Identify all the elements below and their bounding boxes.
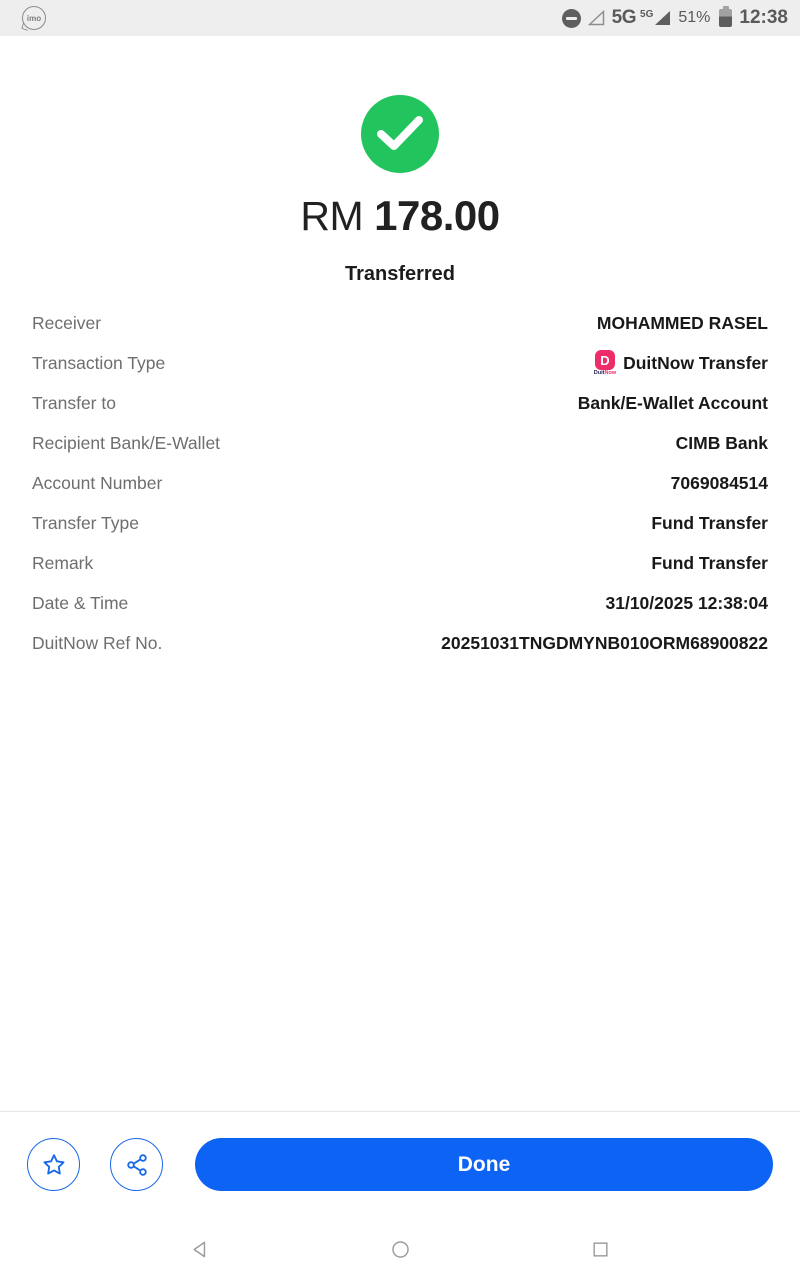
- amount-value: 178.00: [374, 192, 500, 239]
- detail-value: Fund Transfer: [651, 552, 768, 573]
- detail-value: DuitNow Transfer: [623, 352, 768, 373]
- detail-value: MOHAMMED RASEL: [596, 312, 768, 333]
- status-time: 12:38: [739, 7, 788, 28]
- back-icon: [191, 1240, 210, 1259]
- detail-row: [32, 423, 768, 463]
- duitnow-wordmark: DuitNow: [593, 370, 617, 376]
- detail-value: Bank/E-Wallet Account: [577, 392, 768, 413]
- action-bar: [0, 1111, 800, 1219]
- imo-app-icon: imo: [22, 6, 46, 30]
- do-not-disturb-icon: [562, 9, 581, 28]
- detail-label: Account Number: [32, 472, 163, 493]
- status-bar: [0, 0, 800, 36]
- detail-row: [32, 383, 768, 423]
- detail-label: Remark: [32, 552, 94, 573]
- detail-row: [32, 343, 768, 383]
- detail-row: [32, 463, 768, 503]
- success-check-icon: [361, 95, 439, 173]
- nav-back-button[interactable]: [100, 1240, 300, 1259]
- detail-label: DuitNow Ref No.: [32, 632, 163, 653]
- duitnow-logo-icon: [594, 350, 616, 376]
- detail-row: [32, 503, 768, 543]
- detail-value: CIMB Bank: [675, 432, 768, 453]
- detail-value: 7069084514: [670, 472, 768, 493]
- nav-recents-button[interactable]: [500, 1240, 700, 1259]
- nav-home-button[interactable]: [300, 1240, 500, 1259]
- battery-icon: [719, 9, 732, 27]
- android-nav-bar: [0, 1219, 800, 1280]
- detail-row: [32, 623, 768, 663]
- detail-row: [32, 303, 768, 343]
- done-button[interactable]: Done: [195, 1138, 773, 1191]
- detail-label: Transfer to: [32, 392, 116, 413]
- detail-value: 20251031TNGDMYNB010ORM68900822: [441, 632, 768, 653]
- transfer-status-label: Transferred: [344, 263, 456, 285]
- details-list: [32, 303, 768, 663]
- detail-value: Fund Transfer: [651, 512, 768, 533]
- detail-label: Date & Time: [32, 592, 129, 613]
- detail-label: Transfer Type: [32, 512, 139, 533]
- favorite-button[interactable]: [27, 1138, 80, 1191]
- recents-icon: [591, 1240, 610, 1259]
- detail-row: [32, 583, 768, 623]
- amount-currency: RM: [300, 193, 364, 239]
- network-type-label: 5G: [611, 7, 637, 28]
- share-button[interactable]: [110, 1138, 163, 1191]
- signal-empty-icon: [588, 10, 605, 26]
- home-icon: [391, 1240, 410, 1259]
- signal-filled-icon: [654, 10, 671, 26]
- duitnow-badge: D: [595, 350, 615, 370]
- detail-value: 31/10/2025 12:38:04: [605, 592, 768, 613]
- detail-label: Transaction Type: [32, 352, 166, 373]
- share-icon: [124, 1152, 150, 1178]
- detail-label: Receiver: [32, 312, 102, 333]
- detail-label: Recipient Bank/E-Wallet: [32, 432, 221, 453]
- detail-row: [32, 543, 768, 583]
- signal-5g-icon: 5G: [640, 10, 671, 26]
- star-icon: [41, 1152, 67, 1178]
- transfer-amount: [0, 192, 800, 240]
- battery-percent-label: 51%: [678, 9, 711, 26]
